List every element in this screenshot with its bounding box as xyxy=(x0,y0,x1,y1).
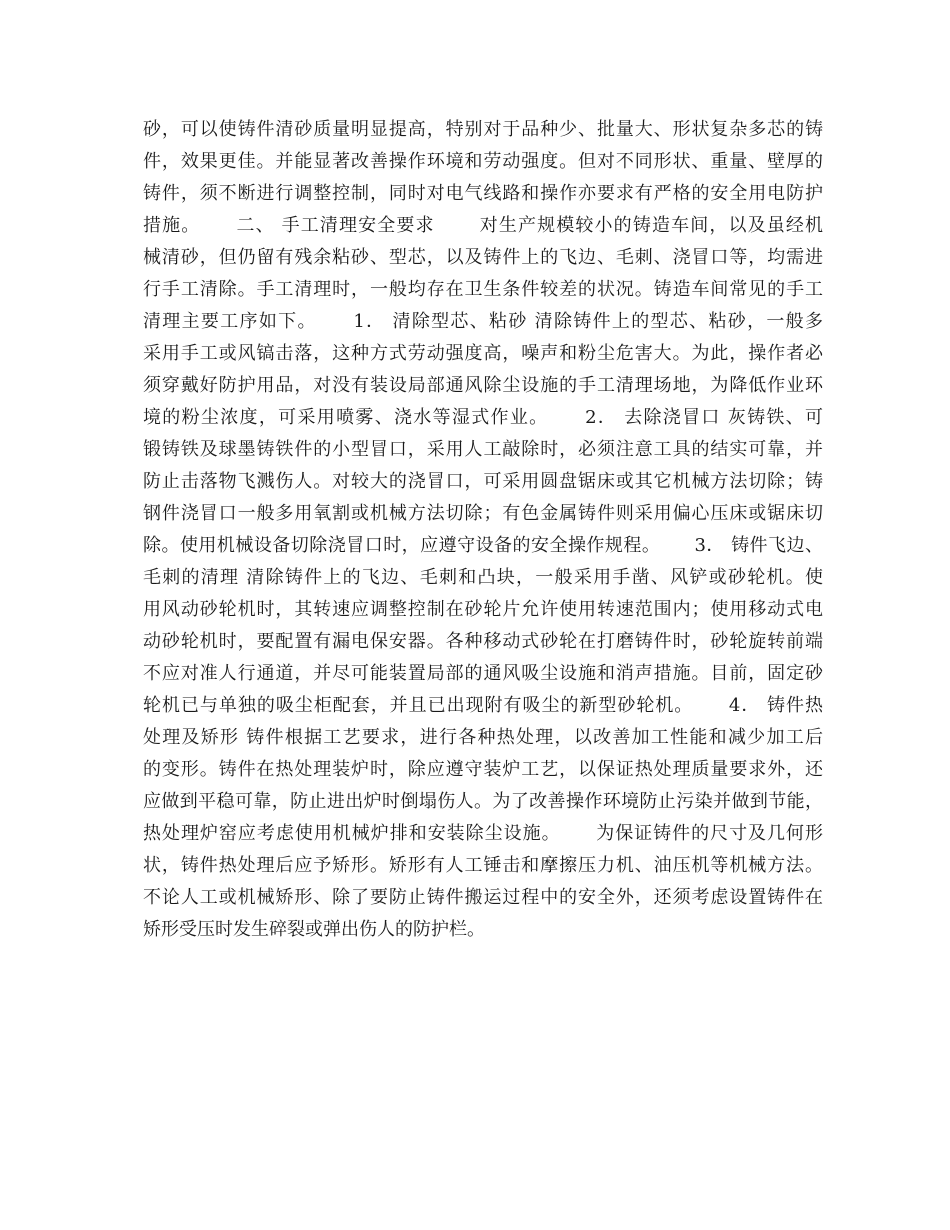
body-text xyxy=(143,114,823,946)
text-line: 锻铸铁及球墨铸铁件的小型冒口，采用人工敲除时，必须注意工具的结实可靠，并 xyxy=(143,439,823,460)
text-line: 轮机已与单独的吸尘柜配套，并且已出现附有吸尘的新型砂轮机。 4． 铸件热 xyxy=(143,695,823,716)
text-line: 防止击落物飞溅伤人。对较大的浇冒口，可采用圆盘锯床或其它机械方法切除；铸 xyxy=(143,471,823,492)
text-line: 境的粉尘浓度，可采用喷雾、浇水等湿式作业。 2． 去除浇冒口 灰铸铁、可 xyxy=(143,407,823,428)
text-line: 砂，可以使铸件清砂质量明显提高，特别对于品种少、批量大、形状复杂多芯的铸 xyxy=(143,119,823,140)
text-line: 的变形。铸件在热处理装炉时，除应遵守装炉工艺，以保证热处理质量要求外，还 xyxy=(143,759,823,780)
text-line: 不论人工或机械矫形、除了要防止铸件搬运过程中的安全外，还须考虑设置铸件在 xyxy=(143,887,823,908)
text-line: 矫形受压时发生碎裂或弹出伤人的防护栏。 xyxy=(143,919,485,940)
text-line: 械清砂，但仍留有残余粘砂、型芯，以及铸件上的飞边、毛刺、浇冒口等，均需进 xyxy=(143,247,823,268)
text-line: 处理及矫形 铸件根据工艺要求，进行各种热处理，以改善加工性能和减少加工后 xyxy=(143,727,823,748)
text-line: 行手工清除。手工清理时，一般均存在卫生条件较差的状况。铸造车间常见的手工 xyxy=(143,279,823,300)
text-line: 状，铸件热处理后应予矫形。矫形有人工锤击和摩擦压力机、油压机等机械方法。 xyxy=(143,855,823,876)
text-line: 应做到平稳可靠，防止进出炉时倒塌伤人。为了改善操作环境防止污染并做到节能， xyxy=(143,791,823,812)
text-line: 毛刺的清理 清除铸件上的飞边、毛刺和凸块，一般采用手凿、风铲或砂轮机。使 xyxy=(143,567,823,588)
text-line: 钢件浇冒口一般多用氧割或机械方法切除；有色金属铸件则采用偏心压床或锯床切 xyxy=(143,503,823,524)
text-line: 清理主要工序如下。 1． 清除型芯、粘砂 清除铸件上的型芯、粘砂，一般多 xyxy=(143,311,823,332)
text-line: 动砂轮机时，要配置有漏电保安器。各种移动式砂轮在打磨铸件时，砂轮旋转前端 xyxy=(143,631,823,652)
text-line: 不应对准人行通道，并尽可能装置局部的通风吸尘设施和消声措施。目前，固定砂 xyxy=(143,663,823,684)
text-line: 须穿戴好防护用品，对没有装设局部通风除尘设施的手工清理场地，为降低作业环 xyxy=(143,375,823,396)
text-line: 除。使用机械设备切除浇冒口时，应遵守设备的安全操作规程。 3． 铸件飞边、 xyxy=(143,535,823,556)
text-line: 热处理炉窑应考虑使用机械炉排和安装除尘设施。 为保证铸件的尺寸及几何形 xyxy=(143,823,823,844)
text-line: 采用手工或风镐击落，这种方式劳动强度高，噪声和粉尘危害大。为此，操作者必 xyxy=(143,343,823,364)
text-line: 铸件，须不断进行调整控制，同时对电气线路和操作亦要求有严格的安全用电防护 xyxy=(143,183,823,204)
text-line: 用风动砂轮机时，其转速应调整控制在砂轮片允许使用转速范围内；使用移动式电 xyxy=(143,599,823,620)
text-line: 措施。 二、 手工清理安全要求 对生产规模较小的铸造车间，以及虽经机 xyxy=(143,215,823,236)
text-line: 件，效果更佳。并能显著改善操作环境和劳动强度。但对不同形状、重量、壁厚的 xyxy=(143,151,823,172)
